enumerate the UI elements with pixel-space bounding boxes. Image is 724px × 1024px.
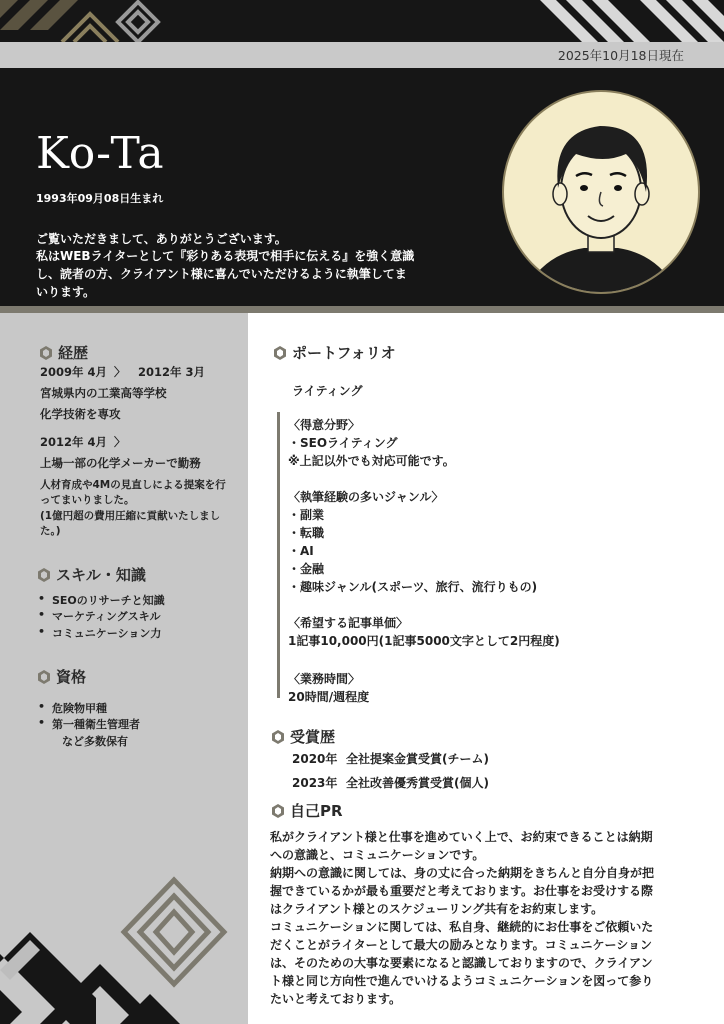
award-year: 2023年 <box>292 776 338 790</box>
pr-line: 握できているかが最も重要だと考えております。お仕事をお受けする際 <box>270 884 654 898</box>
genre-item: ・金融 <box>288 562 325 576</box>
hours-value: 20時間/週程度 <box>288 690 370 704</box>
pr-line: 私がクライアント様と仕事を進めていく上で、お約束できることは納期 <box>270 830 653 844</box>
career-arrow: 〉 <box>114 365 126 379</box>
career-end-1: 2012年 3月 <box>138 365 206 379</box>
awards-title: 受賞歴 <box>290 728 336 746</box>
hexagon-icon <box>270 803 286 819</box>
portrait-illustration <box>504 92 698 292</box>
skill-item: • SEOのリサーチと知識 <box>52 592 165 608</box>
specialty-note: ※上記以外でも対応可能です。 <box>288 454 455 468</box>
intro-line: ご覧いただきまして、ありがとうございます。 <box>36 232 287 246</box>
skills-title: スキル・知識 <box>56 566 146 584</box>
pr-line: コミュニケーションに関しては、私自身、継続的にお仕事をご依頼いた <box>270 920 654 934</box>
career-desc-line: 人材育成や4Mの見直しによる提案を行 <box>40 479 226 491</box>
career-title: 経歴 <box>58 344 89 362</box>
specialty-item: ・SEOライティング <box>288 436 398 450</box>
hexagon-icon <box>38 345 54 361</box>
award-text: 全社提案金賞受賞(チーム) <box>346 752 489 766</box>
career-heading <box>38 342 88 363</box>
pr-heading <box>270 800 343 821</box>
birth-date: 1993年09月08日生まれ <box>36 192 164 205</box>
pr-line: はクライアント様とのスケジューリング共有をお約束します。 <box>270 902 604 916</box>
avatar <box>502 90 700 294</box>
current-date: 2025年10月18日現在 <box>557 48 684 63</box>
specialty-heading: 〈得意分野〉 <box>288 418 361 432</box>
genre-item: ・副業 <box>288 508 325 522</box>
header-divider <box>0 306 724 313</box>
license-item: • 第一種衛生管理者 <box>52 716 140 732</box>
pr-line: は、そのための大事な要素になると認識しておりますので、クライアン <box>270 956 653 970</box>
intro-line: いります。 <box>36 285 96 299</box>
skill-item: • コミュニケーション力 <box>52 625 161 641</box>
hours-heading: 〈業務時間〉 <box>288 672 361 686</box>
portfolio-accent-bar <box>277 412 280 698</box>
genre-item: ・趣味ジャンル(スポーツ、旅行、流行りもの) <box>288 580 538 594</box>
career-start-1: 2009年 4月 <box>40 365 108 379</box>
hexagon-icon <box>36 669 52 685</box>
pr-line: たいと考えております。 <box>270 992 402 1006</box>
license-item: • 危険物甲種 <box>52 700 107 716</box>
portfolio-subtitle: ライティング <box>292 384 363 398</box>
career-company: 上場一部の化学メーカーで勤務 <box>40 456 201 470</box>
award-year: 2020年 <box>292 752 338 766</box>
pr-line: 納期への意識に関しては、身の丈に合った納期をきちんと自分自身が把 <box>270 866 655 880</box>
hexagon-icon <box>36 567 52 583</box>
genre-heading: 〈執筆経験の多いジャンル〉 <box>288 490 444 504</box>
career-desc-line: (1億円超の費用圧縮に貢献いたしまし <box>40 510 221 522</box>
pr-line: ト様と同じ方向性で進んでいけるようコミュニケーションを図って参り <box>270 974 654 988</box>
award-text: 全社改善優秀賞受賞(個人) <box>346 776 489 790</box>
genre-item: ・転職 <box>288 526 325 540</box>
license-note: など多数保有 <box>62 735 128 748</box>
career-major: 化学技術を専攻 <box>40 407 121 421</box>
pr-title: 自己PR <box>290 802 343 820</box>
career-arrow: 〉 <box>114 435 126 449</box>
portfolio-title: ポートフォリオ <box>292 344 396 362</box>
hexagon-icon <box>272 345 288 361</box>
footer-pattern <box>0 870 248 1024</box>
awards-heading <box>270 726 335 747</box>
licenses-title: 資格 <box>56 668 87 686</box>
person-name: Ko-Ta <box>36 128 165 179</box>
career-start-2: 2012年 4月 <box>40 435 108 449</box>
career-desc-line: た。) <box>40 525 61 537</box>
career-school: 宮城県内の工業高等学校 <box>40 386 167 400</box>
licenses-heading <box>36 666 86 687</box>
price-value: 1記事10,000円(1記事5000文字として2円程度) <box>288 634 560 648</box>
header-pattern <box>0 0 724 44</box>
intro-line: 私はWEBライターとして『彩りある表現で相手に伝える』を強く意識 <box>36 249 415 263</box>
pr-line: だくことがライターとして最大の励みとなります。コミュニケーション <box>270 938 652 952</box>
intro-line: し、読者の方、クライアント様に喜んでいただけるように執筆してま <box>36 267 407 281</box>
skill-item: • マーケティングスキル <box>52 608 160 624</box>
genre-item: ・AI <box>288 544 314 558</box>
skills-heading <box>36 564 146 585</box>
pr-line: への意識と、コミュニケーションです。 <box>270 848 485 862</box>
price-heading: 〈希望する記事単価〉 <box>288 616 409 630</box>
hexagon-icon <box>270 729 286 745</box>
career-desc-line: ってまいりました。 <box>40 494 135 506</box>
portfolio-heading <box>272 342 396 363</box>
